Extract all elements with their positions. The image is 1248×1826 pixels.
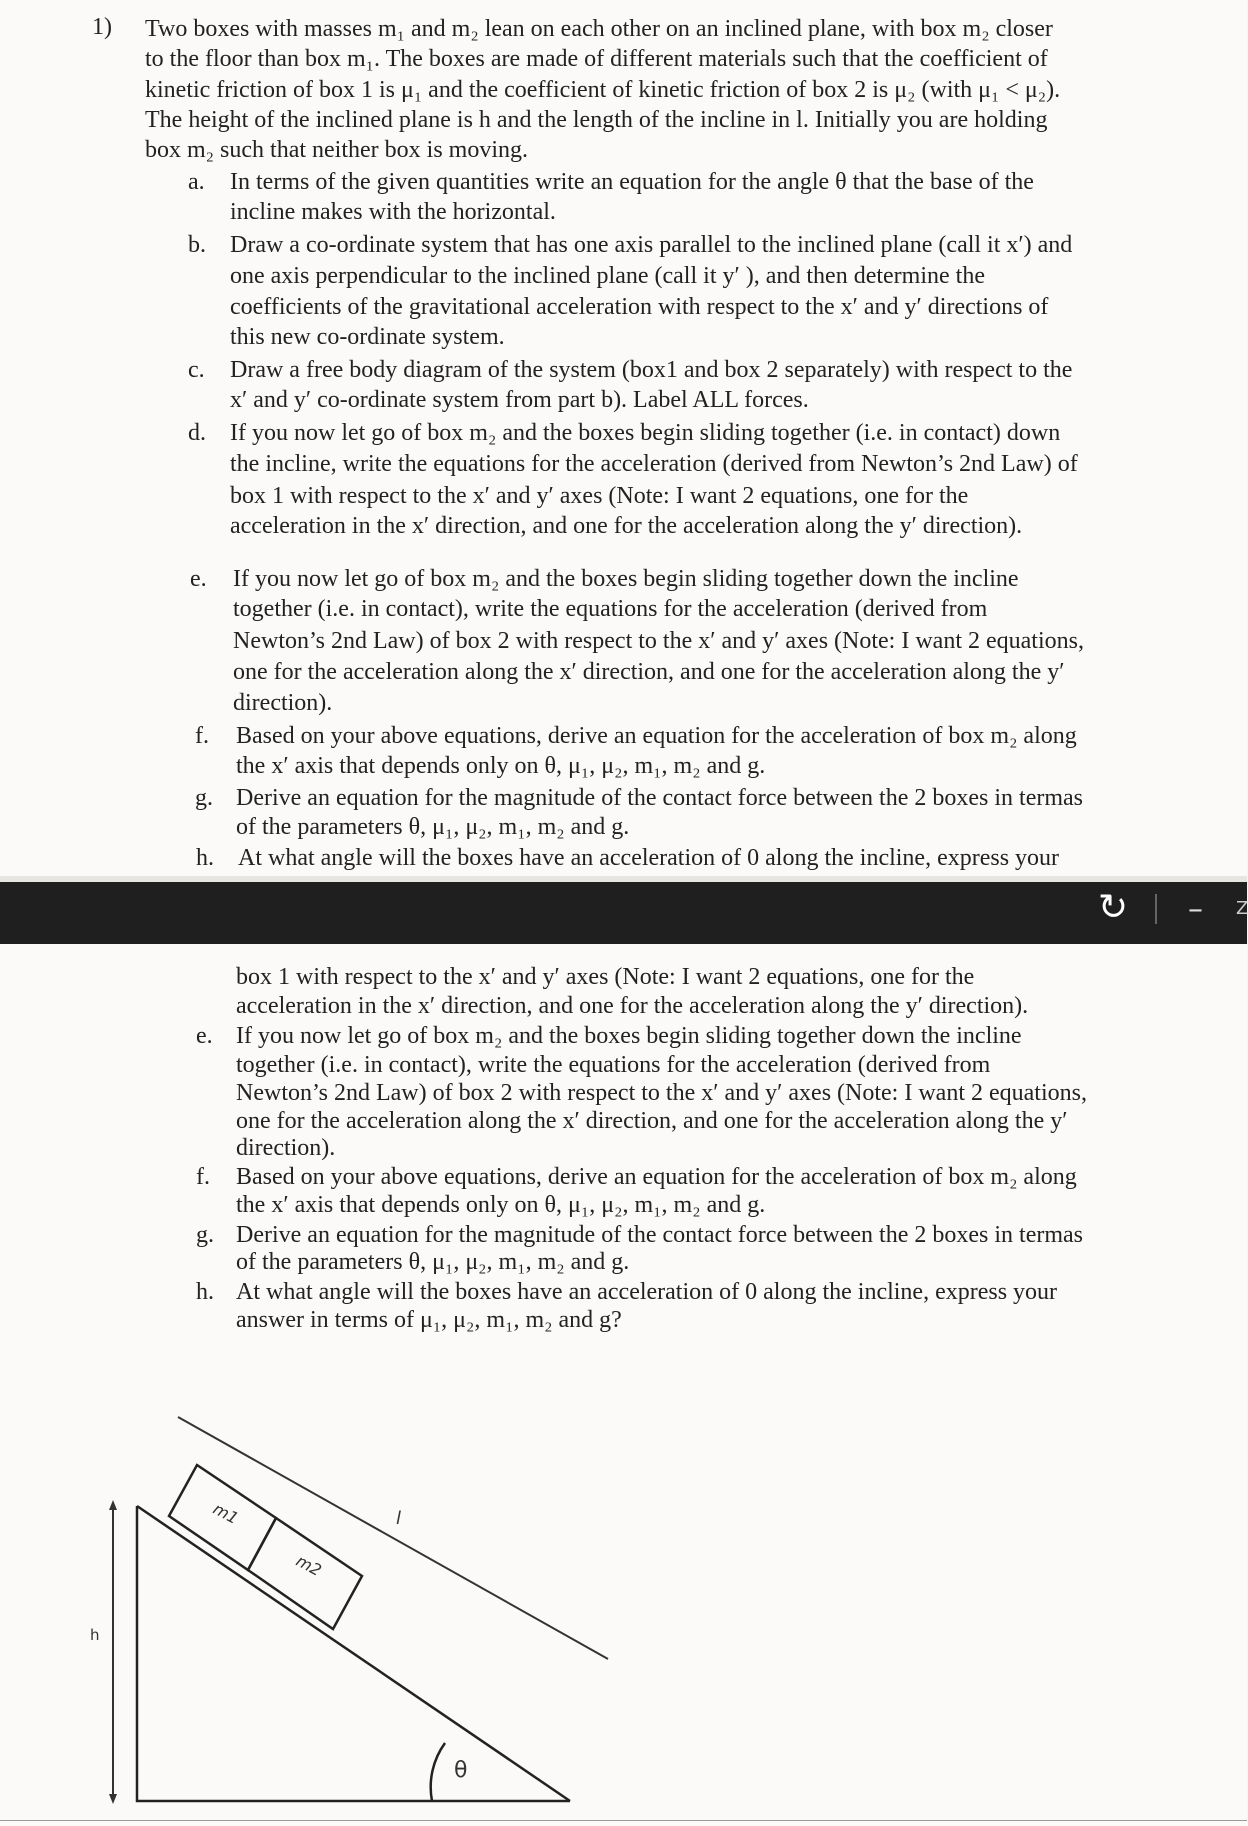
height-arrow-head-top bbox=[109, 1500, 117, 1510]
part-e-line: together (i.e. in contact), write the equations for the acceleration (derived from bbox=[233, 596, 988, 622]
part-f-line: the x′ axis that depends only on θ, μ₁, μ₂, m₁, m₂ and g. bbox=[236, 1192, 766, 1218]
part-h-line: At what angle will the boxes have an acceleration of 0 along the incline, express your bbox=[236, 1279, 1058, 1305]
part-b-line: coefficients of the gravitational acceleration with respect to the x′ and y′ directions of bbox=[230, 294, 1049, 320]
viewer-toolbar bbox=[0, 876, 1247, 944]
minimize-icon[interactable]: – bbox=[1188, 892, 1203, 927]
theta-arc bbox=[431, 1743, 445, 1801]
toolbar-divider bbox=[1155, 894, 1157, 924]
part-label-b: b. bbox=[188, 232, 206, 258]
height-label: h bbox=[90, 1626, 100, 1644]
page-edge-line bbox=[0, 1820, 1247, 1821]
part-label-f: f. bbox=[195, 723, 209, 749]
part-e-line: one for the acceleration along the x′ direction, and one for the acceleration along the y′ bbox=[233, 659, 1065, 685]
incline-hypotenuse bbox=[137, 1506, 570, 1801]
part-e-line: direction). bbox=[236, 1135, 336, 1161]
part-a-line: incline makes with the horizontal. bbox=[230, 199, 556, 225]
part-d-line: acceleration in the x′ direction, and one for the acceleration along the y′ direction). bbox=[230, 513, 1023, 539]
part-g-line: Derive an equation for the magnitude of the contact force between the 2 boxes in termas bbox=[236, 785, 1084, 811]
zoom-label[interactable]: Z bbox=[1236, 898, 1248, 919]
m2-label: m2 bbox=[293, 1551, 325, 1580]
part-a-line: In terms of the given quantities write an equation for the angle θ that the base of the bbox=[230, 169, 1034, 195]
part-label-e: e. bbox=[196, 1023, 213, 1049]
part-label-d: d. bbox=[188, 420, 206, 446]
problem-number: 1) bbox=[92, 14, 112, 40]
part-e-line: direction). bbox=[233, 690, 333, 716]
height-arrow-head-bottom bbox=[109, 1794, 117, 1804]
part-label-g: g. bbox=[195, 785, 213, 811]
part-b-line: one axis perpendicular to the inclined plane (call it y′ ), and then determine the bbox=[230, 263, 985, 289]
part-b-line: Draw a co-ordinate system that has one axis parallel to the inclined plane (call it x′) and bbox=[230, 232, 1073, 258]
part-g-line: of the parameters θ, μ₁, μ₂, m₁, m₂ and g. bbox=[236, 1249, 630, 1275]
part-g-line: of the parameters θ, μ₁, μ₂, m₁, m₂ and g. bbox=[236, 814, 630, 840]
incline-figure bbox=[0, 944, 1247, 1826]
intro-line: kinetic friction of box 1 is μ₁ and the coefficient of kinetic friction of box 2 is μ₂ (with μ₁ < μ₂). bbox=[145, 77, 1061, 103]
part-label-e: e. bbox=[190, 566, 207, 592]
part-label-f: f. bbox=[196, 1164, 210, 1190]
part-b-line: this new co-ordinate system. bbox=[230, 324, 505, 350]
part-label-h: h. bbox=[196, 1279, 214, 1305]
part-label-c: c. bbox=[188, 357, 205, 383]
part-label-g: g. bbox=[196, 1222, 214, 1248]
intro-line: box m₂ such that neither box is moving. bbox=[145, 137, 528, 163]
document-top bbox=[0, 0, 1247, 876]
rotate-icon[interactable]: ↻ bbox=[1098, 887, 1129, 928]
part-e-line: Newton’s 2nd Law) of box 2 with respect to the x′ and y′ axes (Note: I want 2 equations, bbox=[236, 1080, 1087, 1106]
part-label-a: a. bbox=[188, 169, 205, 195]
part-h-line: answer in terms of μ₁, μ₂, m₁, m₂ and g? bbox=[236, 1307, 622, 1333]
part-d-line: If you now let go of box m₂ and the boxes begin sliding together (i.e. in contact) down bbox=[230, 420, 1061, 446]
part-e-line: If you now let go of box m₂ and the boxes begin sliding together down the incline bbox=[233, 566, 1019, 592]
theta-label: θ bbox=[454, 1758, 468, 1783]
part-d-line: box 1 with respect to the x′ and y′ axes (Note: I want 2 equations, one for the bbox=[236, 964, 975, 990]
part-e-line: If you now let go of box m₂ and the boxes begin sliding together down the incline bbox=[236, 1023, 1022, 1049]
intro-line: The height of the inclined plane is h and the length of the incline in l. Initially you are holding bbox=[145, 107, 1048, 133]
part-c-line: Draw a free body diagram of the system (box1 and box 2 separately) with respect to the bbox=[230, 357, 1073, 383]
length-label: l bbox=[396, 1508, 402, 1529]
part-d-line: the incline, write the equations for the acceleration (derived from Newton’s 2nd Law) of bbox=[230, 451, 1078, 477]
part-e-line: Newton’s 2nd Law) of box 2 with respect to the x′ and y′ axes (Note: I want 2 equations, bbox=[233, 628, 1084, 654]
part-e-line: together (i.e. in contact), write the equations for the acceleration (derived from bbox=[236, 1052, 991, 1078]
part-c-line: x′ and y′ co-ordinate system from part b). Label ALL forces. bbox=[230, 387, 809, 413]
part-e-line: one for the acceleration along the x′ direction, and one for the acceleration along the y′ bbox=[236, 1108, 1068, 1134]
toolbar-top-edge bbox=[0, 876, 1247, 882]
intro-line: to the floor than box m₁. The boxes are made of different materials such that the coefficient of bbox=[145, 46, 1048, 72]
part-g-line: Derive an equation for the magnitude of the contact force between the 2 boxes in termas bbox=[236, 1222, 1084, 1248]
part-label-h: h. bbox=[196, 845, 214, 871]
m1-label: m1 bbox=[210, 1499, 242, 1528]
part-d-line: box 1 with respect to the x′ and y′ axes (Note: I want 2 equations, one for the bbox=[230, 483, 969, 509]
part-d-line: acceleration in the x′ direction, and one for the acceleration along the y′ direction). bbox=[236, 993, 1029, 1019]
part-f-line: Based on your above equations, derive an equation for the acceleration of box m₂ along bbox=[236, 723, 1077, 749]
part-f-line: Based on your above equations, derive an equation for the acceleration of box m₂ along bbox=[236, 1164, 1077, 1190]
intro-line: Two boxes with masses m₁ and m₂ lean on each other on an inclined plane, with box m₂ closer bbox=[145, 16, 1053, 42]
part-h-line: At what angle will the boxes have an acceleration of 0 along the incline, express your bbox=[238, 845, 1060, 871]
part-f-line: the x′ axis that depends only on θ, μ₁, μ₂, m₁, m₂ and g. bbox=[236, 753, 766, 779]
length-line bbox=[178, 1417, 608, 1659]
document-bottom bbox=[0, 944, 1247, 1826]
